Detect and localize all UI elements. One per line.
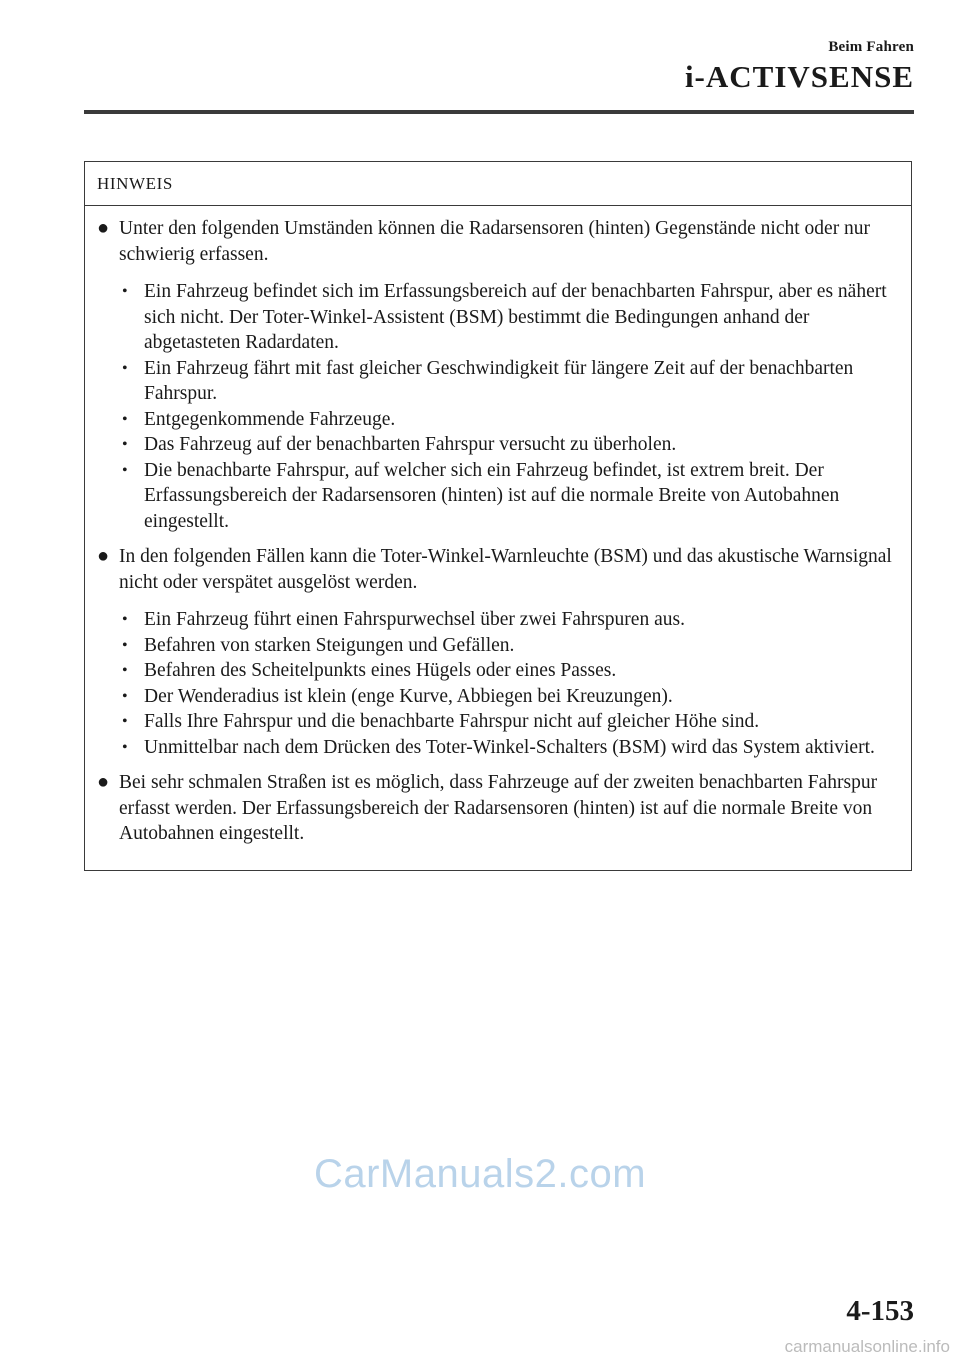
sub-list-item	[122, 458, 899, 535]
footer-site-link[interactable]: carmanualsonline.info	[784, 1337, 950, 1356]
page-number: 4-153	[846, 1295, 914, 1327]
sub-list-item-text: Der Wenderadius ist klein (enge Kurve, Abbiegen bei Kreuzungen).	[144, 685, 673, 707]
sub-list-item-text: Befahren von starken Steigungen und Gefällen.	[144, 634, 515, 656]
sub-bullet-icon: •	[122, 662, 128, 679]
note-box	[84, 161, 912, 871]
sub-bullet-icon: •	[122, 636, 128, 654]
sub-bullet-icon: •	[122, 410, 128, 428]
sub-bullet-icon: •	[122, 611, 128, 628]
sub-list-item	[122, 432, 899, 458]
note-item-text: Unter den folgenden Umständen können die Radarsensoren (hinten) Gegenstände nicht oder nur schwierig erfassen.	[119, 218, 871, 265]
sub-list-item	[122, 356, 899, 407]
note-title: HINWEIS	[85, 162, 911, 206]
sub-list-item	[122, 633, 899, 659]
sub-bullet-icon: •	[122, 687, 128, 705]
bullet-icon: ●	[97, 545, 110, 567]
sub-list-item	[122, 709, 899, 735]
header-rule	[84, 110, 914, 114]
sub-list-item-text: Befahren des Scheitelpunkts eines Hügels oder eines Passes.	[144, 660, 617, 681]
sub-bullet-icon: •	[122, 713, 128, 730]
sub-bullet-icon: •	[122, 738, 128, 756]
sub-bullet-icon: •	[122, 461, 128, 479]
note-item	[97, 216, 899, 534]
section-title: Beim Fahren	[828, 39, 914, 55]
sub-list-item-text: Entgegenkommende Fahrzeuge.	[144, 408, 396, 430]
page-header	[685, 38, 914, 94]
bullet-icon: ●	[97, 217, 110, 239]
sub-list-item-text: Die benachbarte Fahrspur, auf welcher sich ein Fahrzeug befindet, ist extrem breit. Der Erfassungsbereich der Radarsensoren (hinten) ist auf die normale Breite von Autobahnen eingestellt.	[144, 459, 840, 532]
note-item	[97, 544, 899, 760]
note-item-text: Bei sehr schmalen Straßen ist es möglich, dass Fahrzeuge auf der zweiten benachbarten Fahrspur erfasst werden. Der Erfassungsbereich der Radarsensoren (hinten) ist auf die normale Breite von Autobahnen eingestellt.	[119, 772, 878, 844]
note-body	[85, 206, 911, 847]
sub-list-item-text: Unmittelbar nach dem Drücken des Toter-Winkel-Schalters (BSM) wird das System aktiviert.	[144, 736, 875, 758]
sub-list-item	[122, 279, 899, 356]
note-item-text: In den folgenden Fällen kann die Toter-Winkel-Warnleuchte (BSM) und das akustische Warnsignal nicht oder verspätet ausgelöst werden.	[119, 546, 892, 593]
bullet-icon: ●	[97, 771, 110, 793]
sub-list-item-text: Das Fahrzeug auf der benachbarten Fahrspur versucht zu überholen.	[144, 434, 677, 455]
sub-list-item-text: Ein Fahrzeug befindet sich im Erfassungsbereich auf der benachbarten Fahrspur, aber es nähert sich nicht. Der Toter-Winkel-Assistent (BSM) bestimmt die Bedingungen anhand der abgetasteten Radardaten.	[144, 281, 887, 353]
sub-list-item	[122, 407, 899, 433]
sub-list-item-text: Ein Fahrzeug fährt mit fast gleicher Geschwindigkeit für längere Zeit auf der benachbarten Fahrspur.	[144, 357, 854, 404]
sub-list	[119, 279, 899, 534]
sub-bullet-icon: •	[122, 436, 128, 453]
sub-list-item	[122, 735, 899, 761]
watermark-text: CarManuals2.com	[313, 1152, 647, 1196]
sub-bullet-icon: •	[122, 283, 128, 300]
sub-list	[119, 607, 899, 760]
sub-bullet-icon: •	[122, 359, 128, 377]
sub-list-item-text: Ein Fahrzeug führt einen Fahrspurwechsel über zwei Fahrspuren aus.	[144, 609, 685, 630]
note-item	[97, 770, 899, 847]
sub-list-item-text: Falls Ihre Fahrspur und die benachbarte Fahrspur nicht auf gleicher Höhe sind.	[144, 711, 760, 732]
sub-list-item	[122, 607, 899, 633]
chapter-title: i-ACTIVSENSE	[684, 59, 914, 94]
sub-list-item	[122, 684, 899, 710]
sub-list-item	[122, 658, 899, 684]
